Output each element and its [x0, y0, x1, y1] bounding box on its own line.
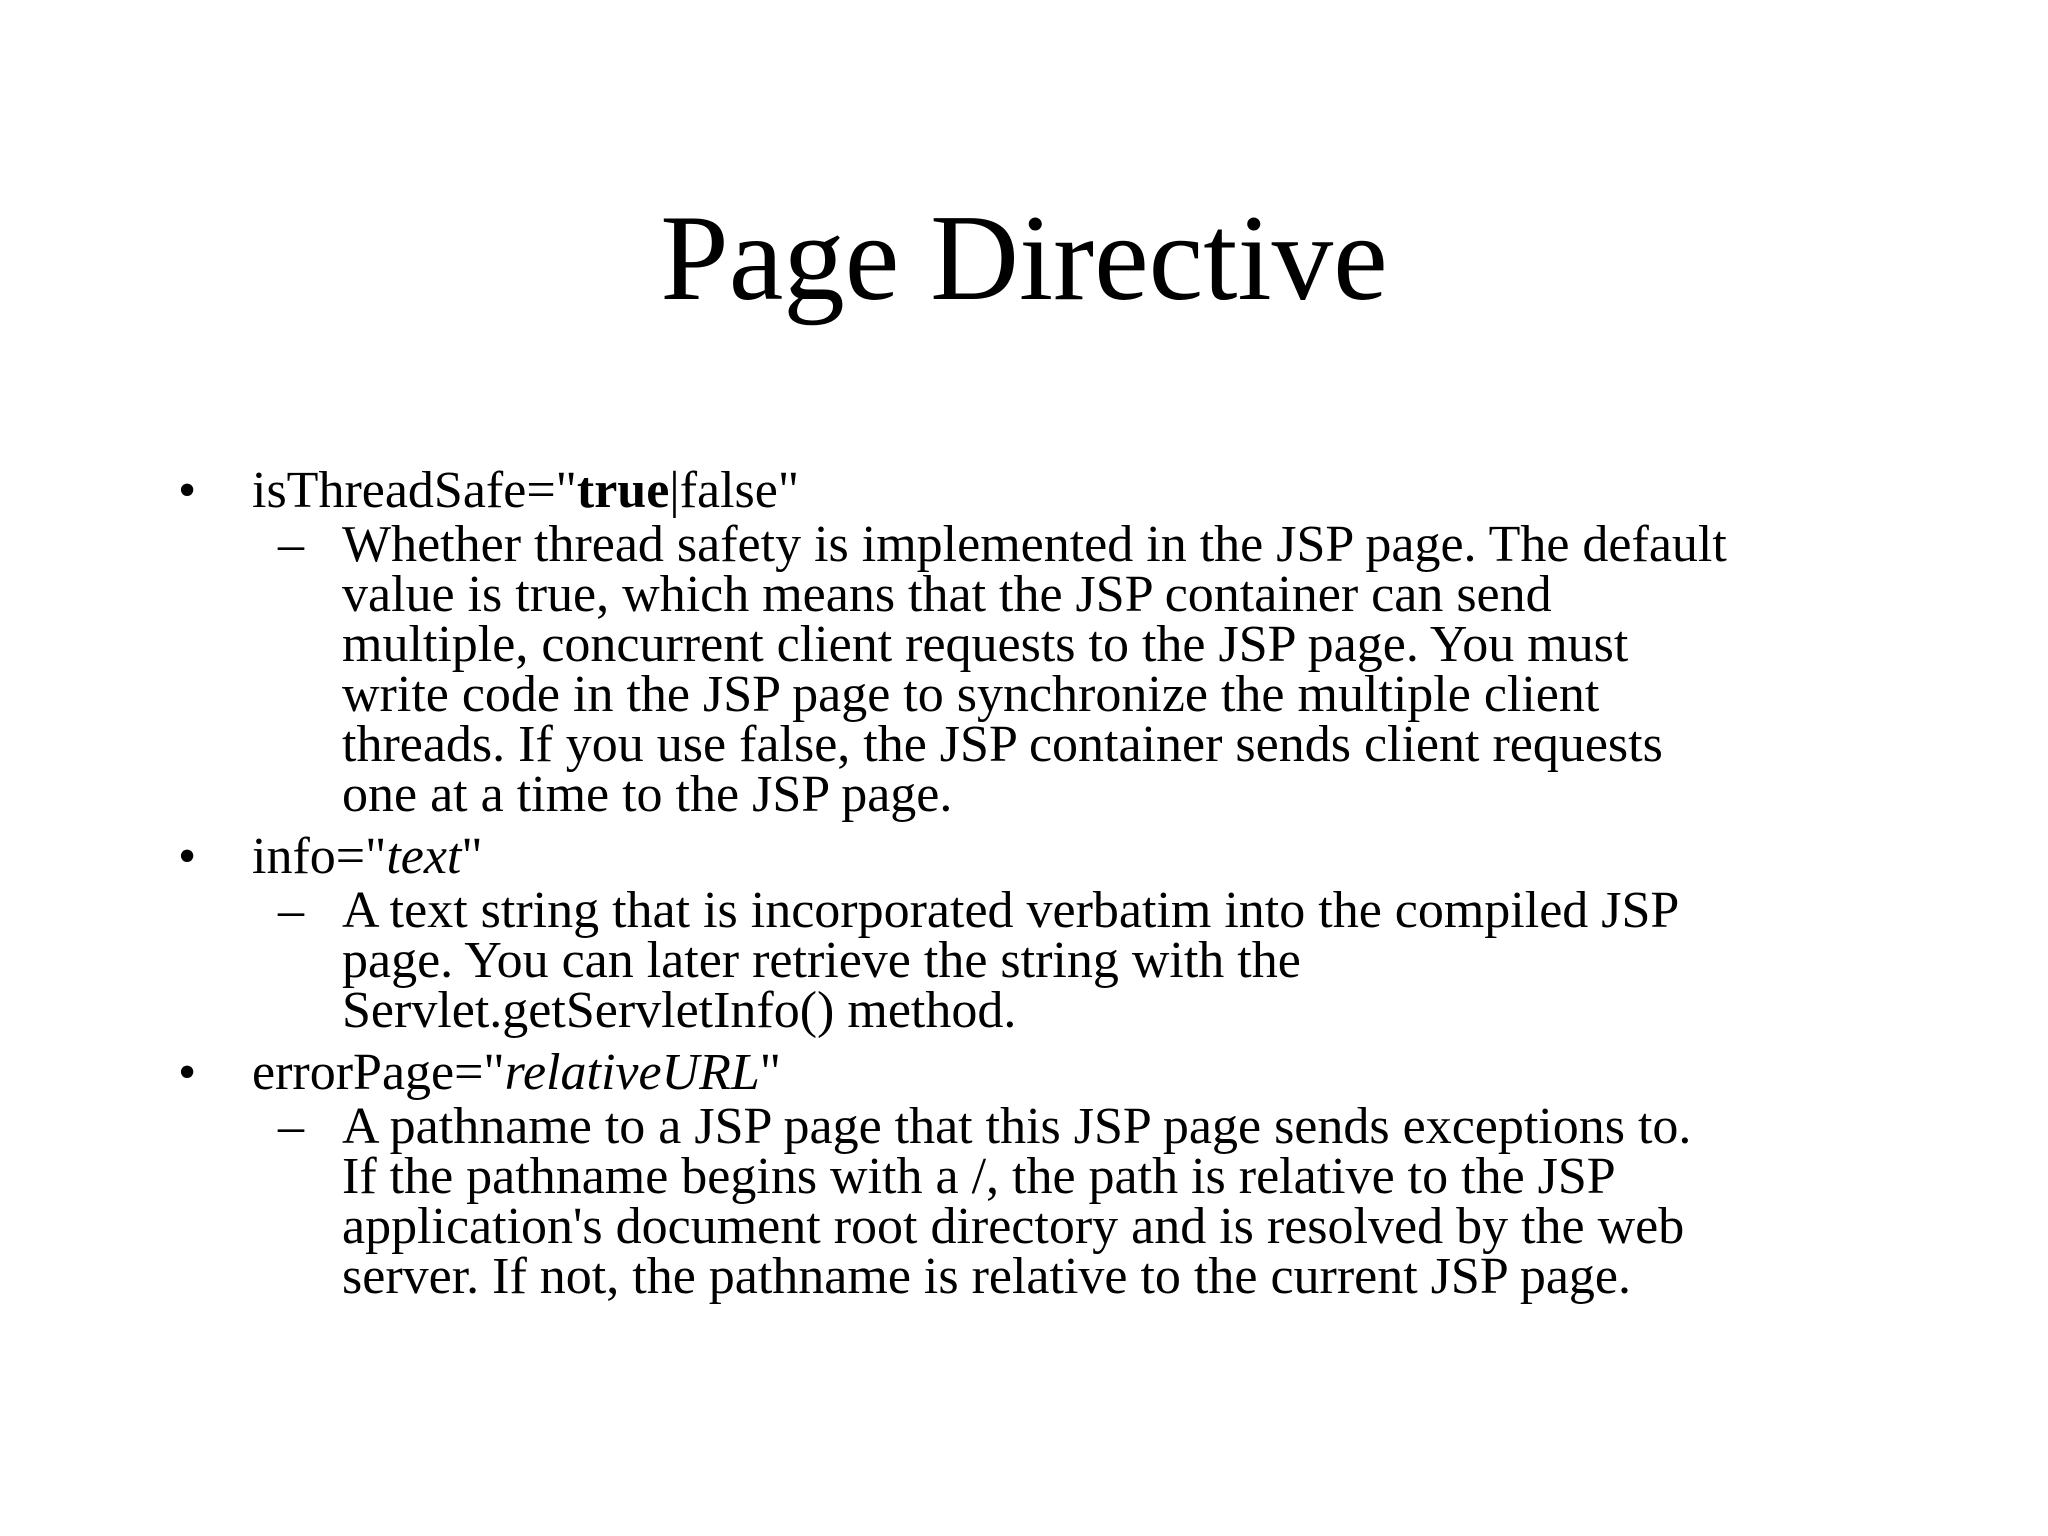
attr-rest: |false"	[669, 462, 800, 519]
slide-body	[0, 462, 2048, 1310]
text-line: A pathname to a JSP page that this JSP page sends exceptions to.	[342, 1098, 1692, 1155]
text-line: Whether thread safety is implemented in the JSP page. The default	[342, 516, 1727, 573]
attr-rest: "	[461, 828, 483, 885]
text-line: If the pathname begins with a /, the path is relative to the JSP	[342, 1148, 1616, 1205]
bullet-text	[252, 828, 483, 886]
bullet-marker: •	[178, 1044, 197, 1101]
attr-placeholder: relativeURL	[504, 1044, 760, 1101]
text-line: threads. If you use false, the JSP container sends client requests	[342, 716, 1663, 773]
text-line: multiple, concurrent client requests to the JSP page. You must	[342, 616, 1629, 673]
sub-bullet-text	[342, 1098, 1902, 1305]
sub-bullet-errorpage	[0, 1098, 2048, 1305]
attr-default-value: true	[576, 462, 670, 519]
bullet-errorpage	[0, 1044, 2048, 1102]
attr-name: errorPage="	[252, 1044, 505, 1101]
sub-bullet-info	[0, 882, 2048, 1039]
slide-title: Page Directive	[660, 189, 1388, 326]
text-line: value is true, which means that the JSP container can send	[342, 566, 1552, 623]
attr-rest: "	[759, 1044, 782, 1101]
attr-placeholder: text	[386, 828, 462, 885]
text-line: write code in the JSP page to synchronize the multiple client	[342, 666, 1600, 723]
text-line: A text string that is incorporated verbatim into the compiled JSP	[342, 882, 1680, 939]
sub-bullet-marker: –	[278, 882, 304, 939]
text-line: application's document root directory and is resolved by the web	[342, 1198, 1685, 1255]
sub-bullet-marker: –	[278, 1098, 304, 1155]
attr-name: info="	[252, 828, 387, 885]
bullet-text	[252, 1044, 781, 1102]
sub-bullet-text	[342, 882, 1902, 1039]
bullet-isthreadsafe	[0, 462, 2048, 520]
text-line: page. You can later retrieve the string with the	[342, 932, 1301, 989]
bullet-text	[252, 462, 799, 520]
bullet-marker: •	[178, 462, 197, 519]
attr-name: isThreadSafe="	[252, 462, 577, 519]
bullet-marker: •	[178, 828, 197, 885]
sub-bullet-text	[342, 516, 1902, 823]
text-line: Servlet.getServletInfo() method.	[342, 982, 1017, 1039]
sub-bullet-isthreadsafe	[0, 516, 2048, 823]
sub-bullet-marker: –	[278, 516, 304, 573]
text-line: one at a time to the JSP page.	[342, 766, 953, 823]
text-line: server. If not, the pathname is relative to the current JSP page.	[342, 1248, 1632, 1305]
bullet-info	[0, 828, 2048, 886]
